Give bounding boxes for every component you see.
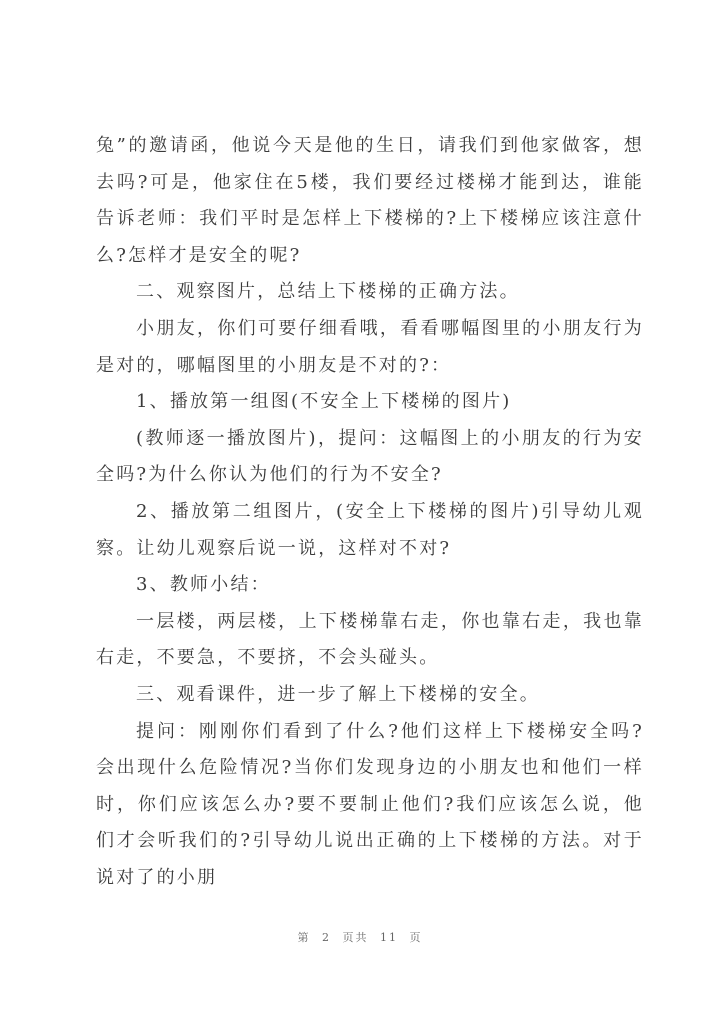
footer-total-pages: 11 (380, 931, 398, 944)
paragraph-continuation: 兔”的邀请函，他说今天是他的生日，请我们到他家做客，想去吗?可是，他家住在5楼，我们要经过楼梯才能到达，谁能告诉老师：我们平时是怎样上下楼梯的?上下楼梯应该注意什么?怎样才是安全的呢? (96, 135, 644, 266)
footer-middle: 页共 (342, 931, 369, 944)
list-item-1: 1、播放第一组图(不安全上下楼梯的图片) (136, 391, 512, 413)
paragraph-summary-rhyme: 一层楼，两层楼，上下楼梯靠右走，你也靠右走，我也靠右走，不要急，不要挤，不会头碰头。 (96, 610, 644, 669)
paragraph-discussion: 提问：刚刚你们看到了什么?他们这样上下楼梯安全吗?会出现什么危险情况?当你们发现身边的小朋友也和他们一样时，你们应该怎么办?要不要制止他们?我们应该怎么说，他们才会听我们的?引导幼儿说出正确的上下楼梯的方法。对于说对了的小朋 (96, 720, 644, 888)
paragraph-question: (教师逐一播放图片)，提问：这幅图上的小朋友的行为安全吗?为什么你认为他们的行为不安全? (96, 427, 644, 486)
section-heading-observe-pictures: 二、观察图片，总结上下楼梯的正确方法。 (136, 281, 520, 303)
paragraph-instruction: 小朋友，你们可要仔细看哦，看看哪幅图里的小朋友行为是对的，哪幅图里的小朋友是不对的?： (96, 317, 644, 376)
list-item-3: 3、教师小结： (136, 574, 271, 596)
section-heading-courseware: 三、观看课件，进一步了解上下楼梯的安全。 (136, 683, 540, 705)
footer-suffix: 页 (409, 931, 423, 944)
document-body (96, 128, 644, 896)
footer-prefix: 第 (297, 931, 311, 944)
footer-page-number: 2 (322, 931, 331, 944)
list-item-2: 2、播放第二组图片，(安全上下楼梯的图片)引导幼儿观察。让幼儿观察后说一说，这样对不对? (96, 500, 644, 559)
page-footer (0, 929, 720, 945)
